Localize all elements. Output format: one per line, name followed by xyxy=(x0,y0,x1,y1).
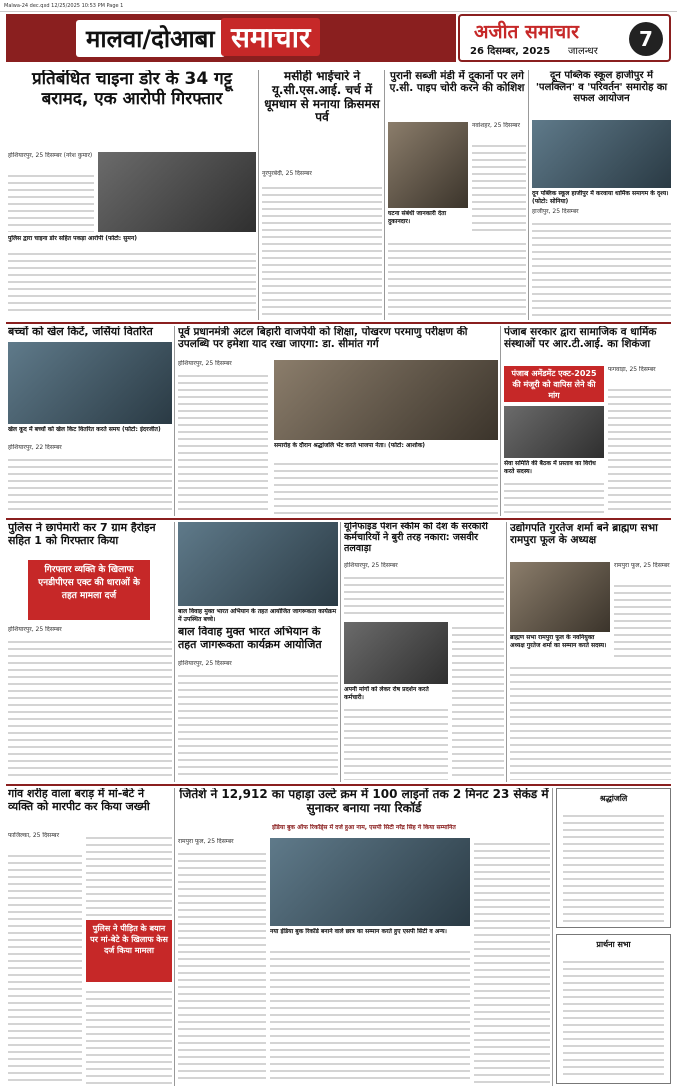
dateline: हाजीपुर, 25 दिसम्बर xyxy=(532,208,579,215)
headline: बच्चों को खेल किटें, जर्सियां वितरित xyxy=(8,326,153,338)
notice-box xyxy=(556,788,671,928)
article-body xyxy=(178,670,338,780)
section-title-highlight: समाचार xyxy=(221,18,320,56)
article-body xyxy=(344,572,504,618)
row-separator xyxy=(6,518,671,520)
dateline: होशियारपुर, 25 दिसम्बर xyxy=(178,360,232,367)
photo-caption: दून पब्लिक स्कूल हाजीपुर में करवाया धार्मिक समागम के दृश्य। (फोटो: सोनिया) xyxy=(532,190,669,205)
subheadline: इंडिया बुक ऑफ रिकॉर्ड्स में दर्ज हुआ नाम, एसपी सिटी नरेंद्र सिंह ने किया सम्मानित xyxy=(272,824,456,831)
photo-caption: पुलिस द्वारा चाइना डोर सहित पकड़ा आरोपी (फोटो: सुमन) xyxy=(8,235,137,242)
article-brahmin-sabha xyxy=(510,522,671,782)
article-body xyxy=(608,384,671,514)
dateline: नूरपुरबेदी, 25 दिसम्बर xyxy=(262,170,312,177)
notice-box xyxy=(556,934,671,1084)
photo-caption: समारोह के दौरान श्रद्धांजलि भेंट करते भाजपा नेता। (फोटो: आशोक) xyxy=(274,442,426,449)
headline: पूर्व प्रधानमंत्री अटल बिहारी वाजपेयी को शिक्षा, पोखरण परमाणु परीक्षण की उपलब्धि पर हमेशा याद रखा जाएगा: डा. सीमांत गर्ग xyxy=(178,326,468,351)
column-rule xyxy=(174,788,175,1086)
dateline: होशियारपुर, 25 दिसम्बर xyxy=(344,562,398,569)
dateline: होशियारपुर, 22 दिसम्बर xyxy=(8,444,62,451)
newspaper-logo: अजीत समाचार xyxy=(474,21,579,43)
photo-caption: अपनी मांगों को लेकर रोष प्रदर्शन करते कर्मचारी। xyxy=(344,686,429,701)
news-photo xyxy=(532,120,671,188)
news-photo xyxy=(388,122,468,208)
news-photo xyxy=(504,406,604,458)
article-pension-scheme xyxy=(344,522,504,782)
news-photo xyxy=(178,522,338,606)
article-body xyxy=(388,238,526,318)
column-rule xyxy=(174,326,175,516)
edition-city: जालन्धर xyxy=(568,46,598,57)
news-photo xyxy=(270,838,470,926)
headline: पंजाब सरकार द्वारा सामाजिक व धार्मिक संस्थाओं पर आर.टी.आई. का शिकंजा xyxy=(504,326,657,351)
dateline: रामपुरा फूल, 25 दिसम्बर xyxy=(178,838,234,845)
article-body xyxy=(472,140,526,236)
article-body xyxy=(178,848,266,1084)
dateline: नवांशहर, 25 दिसम्बर xyxy=(472,122,520,129)
headline: मसीही भाईचारे ने यू.सी.एस.आई. चर्च में धूमधाम से मनाया क्रिसमस पर्व xyxy=(264,70,380,125)
article-body xyxy=(8,636,172,780)
photo-caption: ब्राह्मण सभा रामपुरा फूल के नवनियुक्त अध्यक्ष गुरतेज शर्मा का सम्मान करते सदस्य। xyxy=(510,634,607,649)
article-christmas xyxy=(262,70,382,320)
row-separator xyxy=(6,322,671,324)
section-banner xyxy=(6,14,456,62)
article-body xyxy=(8,850,82,1084)
dateline: होशियारपुर, 25 दिसम्बर xyxy=(178,660,232,667)
article-child-marriage xyxy=(178,522,338,782)
column-rule xyxy=(258,70,259,320)
headline: गांव शरीह वाला बराड़ में मां-बेटे ने व्यक्ति को मारपीट कर किया जख्मी xyxy=(8,788,150,813)
article-body xyxy=(262,182,382,318)
column-rule xyxy=(528,70,529,320)
article-china-dor xyxy=(8,70,256,318)
column-rule xyxy=(340,522,341,782)
headline: दून पब्लिक स्कूल हाजीपुर में 'पलक्लिन' व 'परिवर्तन' समारोह का सफल आयोजन xyxy=(535,70,668,104)
print-slug: Malwa-24 dec.qxd 12/25/2025 10:53 PM Page 1 xyxy=(0,0,677,12)
headline: यूनिफाइड पेंशन स्कीम को देश के सरकारी कर्मचारियों ने बुरी तरह नकारा: जसवीर तलवाड़ा xyxy=(344,522,488,554)
news-photo xyxy=(98,152,256,232)
photo-caption: खेल कूद में बच्चों को खेल किट वितरित करते समय (फोटो: इंदरजीत) xyxy=(8,426,161,433)
article-body xyxy=(8,248,256,316)
notice-body xyxy=(563,956,664,1076)
photo-caption: सेवा समिति की बैठक में प्रस्ताव का विरोध करते सदस्य। xyxy=(504,460,596,475)
row-separator xyxy=(6,784,671,786)
dateline: होशियारपुर, 25 दिसम्बर (नरेश कुमार) xyxy=(8,152,93,159)
news-photo xyxy=(8,342,172,424)
headline: बाल विवाह मुक्त भारत अभियान के तहत जागरूकता कार्यक्रम आयोजित xyxy=(178,626,322,651)
photo-caption: बाल विवाह मुक्त भारत अभियान के तहत आयोजित जागरूकता कार्यक्रम में उपस्थित बच्चे। xyxy=(178,608,337,623)
dateline: रामपुरा फूल, 25 दिसम्बर xyxy=(614,562,670,569)
article-body xyxy=(178,370,268,514)
dateline: फगवाड़ा, 25 दिसम्बर xyxy=(608,366,656,373)
headline: पुलिस ने छापेमारी कर 7 ग्राम हैरोइन सहित 1 को गिरफ्तार किया xyxy=(8,522,156,547)
column-rule xyxy=(552,788,553,1086)
article-body xyxy=(510,662,671,780)
article-vajpayee xyxy=(178,326,498,516)
notice-body xyxy=(563,810,664,922)
article-body xyxy=(86,832,172,916)
dateline: फाजिल्का, 25 दिसम्बर xyxy=(8,832,60,839)
article-heroin-arrest xyxy=(8,522,172,782)
dateline: होशियारपुर, 25 दिसम्बर xyxy=(8,626,62,633)
callout-box: पुलिस ने पीड़ित के बयान पर मां-बेटे के खिलाफ केस दर्ज किया मामला xyxy=(86,920,172,982)
notices-column xyxy=(556,788,671,1086)
notice-heading: श्रद्धांजलि xyxy=(599,794,628,803)
article-body xyxy=(614,580,671,660)
news-photo xyxy=(344,622,448,684)
column-rule xyxy=(506,522,507,782)
article-body xyxy=(8,170,94,232)
headline: उद्योगपति गुरतेज शर्मा बने ब्राह्मण सभा रामपुरा फूल के अध्यक्ष xyxy=(510,522,658,547)
brand-block xyxy=(458,14,671,62)
article-body xyxy=(452,622,504,780)
headline: जितेशे ने 12,912 का पहाड़ा उल्टे क्रम में 100 लाइनों तक 2 मिनट 23 सेकंड में सुनाकर बनाया नया रिकॉर्ड xyxy=(179,788,549,815)
news-photo xyxy=(274,360,498,440)
column-rule xyxy=(174,522,175,782)
column-rule xyxy=(500,326,501,516)
article-ac-pipe-theft xyxy=(388,70,526,320)
article-body xyxy=(474,838,550,1084)
article-body xyxy=(8,454,172,514)
section-title: मालवा/दोआबा xyxy=(76,20,225,57)
article-body xyxy=(86,986,172,1084)
notice-heading: प्रार्थना सभा xyxy=(596,940,631,949)
photo-caption: घटना संबंधी जानकारी देता दुकानदार। xyxy=(388,210,447,225)
column-rule xyxy=(384,70,385,320)
page-number: 7 xyxy=(629,22,663,56)
article-body xyxy=(270,946,470,1084)
article-body xyxy=(532,218,671,318)
article-doon-school xyxy=(532,70,671,320)
article-record xyxy=(178,788,550,1086)
article-body xyxy=(504,478,604,514)
article-body xyxy=(344,704,448,780)
callout-box: पंजाब अमेंडमेंट एक्ट-2025 की मंजूरी को वापिस लेने की मांग xyxy=(504,366,604,402)
article-rti xyxy=(504,326,671,516)
article-body xyxy=(274,458,498,514)
article-assault xyxy=(8,788,172,1086)
article-sports-kits xyxy=(8,326,172,516)
photo-caption: नया इंडिया बुक रिकॉर्ड बनाने वाले छात्र का सम्मान करते हुए एसपी सिटी व अन्य। xyxy=(270,928,447,935)
issue-date: 26 दिसम्बर, 2025 xyxy=(470,46,551,57)
headline: प्रतिबंधित चाइना डोर के 34 गट्टू बरामद, एक आरोपी गिरफ्तार xyxy=(31,70,233,109)
callout-box: गिरफ्तार व्यक्ति के खिलाफ एनडीपीएस एक्ट की धाराओं के तहत मामला दर्ज xyxy=(28,560,150,620)
news-photo xyxy=(510,562,610,632)
headline: पुरानी सब्जी मंडी में दुकानों पर लगे ए.सी. पाइप चोरी करने की कोशिश xyxy=(389,70,525,95)
